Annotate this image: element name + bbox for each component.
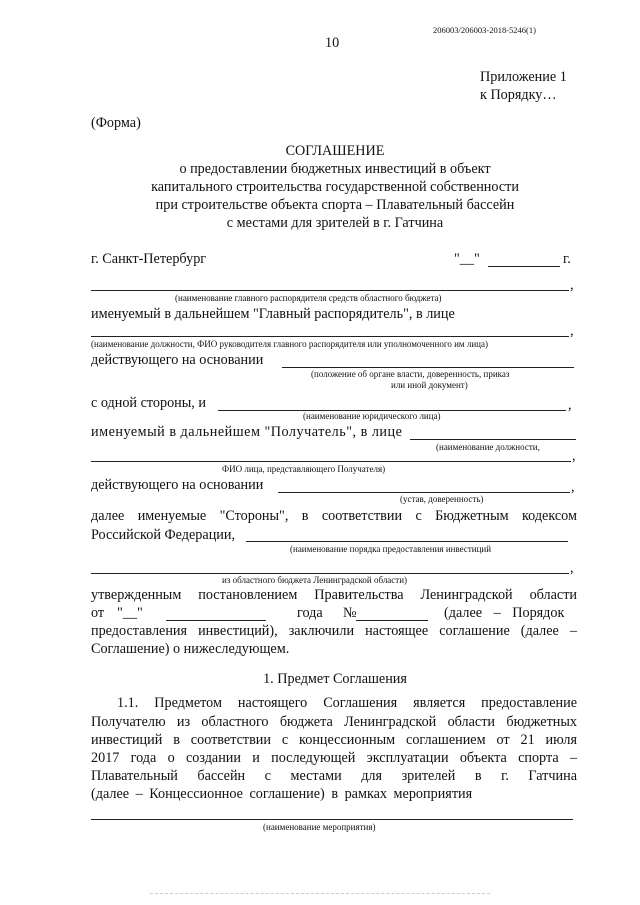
scan-artifact xyxy=(150,893,490,897)
comma: , xyxy=(572,448,576,464)
event-blank xyxy=(91,819,573,820)
chief-representative-blank xyxy=(91,336,569,337)
hint-position-fio: (наименование должности, ФИО руководителя главного распорядителя или уполномоченного им лица) xyxy=(91,339,488,349)
approved-from: от xyxy=(91,605,105,621)
hint-procedure: (наименование порядка предоставления инвестиций xyxy=(290,544,492,554)
approved-date-quotes: "__" xyxy=(117,605,143,621)
acting-basis-blank xyxy=(282,367,574,368)
hint-regulation: (положение об органе власти, доверенность, приказ xyxy=(311,369,510,379)
page-number: 10 xyxy=(325,35,340,51)
parties-line-2: Российской Федерации, xyxy=(91,527,236,543)
date-year-suffix: г. xyxy=(563,251,571,267)
section-1-paragraph-line: (далее – Концессионное соглашение) в рамках мероприятия xyxy=(91,786,473,802)
recipient-fio-blank xyxy=(91,461,571,462)
city-label: г. Санкт-Петербург xyxy=(91,251,207,267)
recipient-named-line: именуемый в дальнейшем "Получатель", в лице xyxy=(91,424,403,440)
hint-fio-recipient: ФИО лица, представляющего Получателя) xyxy=(222,464,386,474)
approved-tail: (далее – Порядок xyxy=(444,605,565,621)
parties-line: далее именуемые "Стороны", в соответствии с Бюджетным кодексом xyxy=(91,508,577,524)
chief-distributor-blank xyxy=(91,290,569,291)
acting-basis-label-2: действующего на основании xyxy=(91,477,264,493)
title-line-3: при строительстве объекта спорта – Плавательный бассейн xyxy=(155,197,515,213)
recipient-representative-blank xyxy=(410,439,576,440)
procedure-blank-2 xyxy=(91,573,569,574)
appendix-reference: к Порядку… xyxy=(480,87,557,103)
chief-named-line: именуемый в дальнейшем "Главный распорядитель", в лице xyxy=(91,306,455,322)
title-line-4: с местами для зрителей в г. Гатчина xyxy=(226,215,444,231)
approved-number-blank xyxy=(356,620,428,621)
one-side-label: с одной стороны, и xyxy=(91,395,206,411)
appendix-label: Приложение 1 xyxy=(480,69,567,85)
section-1-paragraph-line: инвестиций в соответствии с концессионным соглашением от 21 июля xyxy=(91,732,577,748)
acting-basis-label: действующего на основании xyxy=(91,352,264,368)
acting-basis-blank-2 xyxy=(278,492,570,493)
hint-charter: (устав, доверенность) xyxy=(400,494,484,504)
hint-legal-entity: (наименование юридического лица) xyxy=(303,411,441,421)
comma: , xyxy=(568,397,572,413)
section-1-heading: 1. Предмет Соглашения xyxy=(263,671,407,687)
comma: , xyxy=(570,323,574,339)
document-title: СОГЛАШЕНИЕ xyxy=(285,143,385,159)
approved-year-label: года xyxy=(297,605,323,621)
approved-line-4: Соглашение) о нижеследующем. xyxy=(91,641,290,657)
comma: , xyxy=(570,277,574,293)
approved-line: утвержденным постановлением Правительства Ленинградской области xyxy=(91,587,577,603)
section-1-paragraph-line: 1.1. Предметом настоящего Соглашения является предоставление xyxy=(117,695,577,711)
date-day-quotes: "__" xyxy=(454,251,480,267)
procedure-blank xyxy=(246,541,568,542)
section-1-paragraph-line: 2017 года о создании и последующей эксплуатации объекта спорта – xyxy=(91,750,577,766)
comma: , xyxy=(571,479,575,495)
comma: , xyxy=(570,560,574,576)
document-code: 206003/206003-2018-5246(1) xyxy=(433,25,536,35)
hint-chief-distributor: (наименование главного распорядителя средств областного бюджета) xyxy=(175,293,442,303)
hint-regulation-cont: или иной документ) xyxy=(391,380,468,390)
approved-month-blank xyxy=(166,620,266,621)
approved-number-sign: № xyxy=(343,605,357,621)
date-month-blank xyxy=(488,266,560,267)
title-line-2: капитального строительства государственной собственности xyxy=(151,179,519,195)
hint-event: (наименование мероприятия) xyxy=(263,822,376,832)
hint-position: (наименование должности, xyxy=(436,442,540,452)
section-1-paragraph-line: Получателю из областного бюджета Ленинградской области бюджетных xyxy=(91,714,577,730)
hint-from-budget: из областного бюджета Ленинградской области) xyxy=(222,575,408,585)
form-label: (Форма) xyxy=(91,115,141,131)
section-1-paragraph-line: Плавательный бассейн с местами для зрителей в г. Гатчина xyxy=(91,768,577,784)
approved-line-3: предоставления инвестиций), заключили настоящее соглашение (далее – xyxy=(91,623,577,639)
title-line-1: о предоставлении бюджетных инвестиций в объект xyxy=(179,161,491,177)
